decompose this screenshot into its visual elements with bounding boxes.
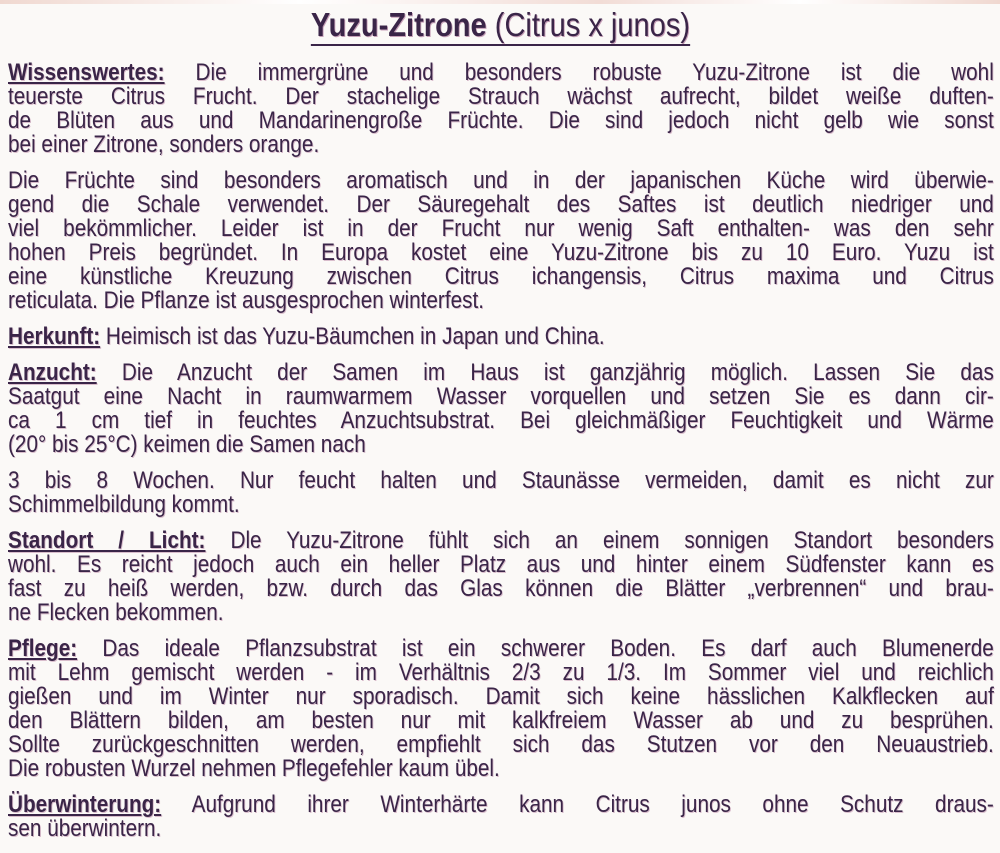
line-text: reticulata. Die Pflanze ist ausgesprochen winterfest. — [8, 287, 485, 314]
text-line — [8, 325, 994, 349]
text-line — [8, 601, 994, 625]
paragraph — [8, 361, 994, 457]
section-heading: Herkunft: — [8, 323, 101, 350]
section-heading: Pflege: — [8, 635, 78, 662]
text-line — [8, 193, 994, 217]
text-line — [8, 361, 994, 385]
line-text: Die Früchte sind besonders aromatisch und in der japanischen Küche wird überwie- — [8, 167, 994, 194]
text-line — [8, 553, 994, 577]
line-text: Sollte zurückgeschnitten werden, empfiehlt sich das Stutzen vor den Neuaustrieb. — [8, 731, 994, 758]
line-text: gießen und im Winter nur sporadisch. Damit sich keine hässlichen Kalkflecken auf — [8, 683, 994, 710]
document-body — [8, 61, 994, 853]
text-line — [8, 85, 994, 109]
text-line — [8, 109, 994, 133]
text-line — [8, 817, 994, 841]
paragraph — [8, 637, 994, 781]
text-line — [8, 61, 994, 85]
line-text: ca 1 cm tief in feuchtes Anzuchtsubstrat. Bei gleichmäßiger Feuchtigkeit und Wärme — [8, 407, 994, 434]
text-line — [8, 433, 994, 457]
text-line — [8, 529, 994, 553]
line-text: Das ideale Pflanzsubstrat ist ein schwerer Boden. Es darf auch Blumenerde — [77, 635, 994, 662]
text-line — [8, 469, 994, 493]
paragraph — [8, 469, 994, 517]
text-line — [8, 637, 994, 661]
line-text: Aufgrund ihrer Winterhärte kann Citrus junos ohne Schutz draus- — [161, 791, 994, 818]
line-text: eine künstliche Kreuzung zwischen Citrus ichangensis, Citrus maxima und Citrus — [8, 263, 994, 290]
line-text: Saatgut eine Nacht in raumwarmem Wasser vorquellen und setzen Sie es dann cir- — [8, 383, 994, 410]
line-text: (20° bis 25°C) keimen die Samen nach — [8, 431, 366, 458]
line-text: Dle Yuzu-Zitrone fühlt sich an einem sonnigen Standort besonders — [205, 527, 994, 554]
line-text: hohen Preis begründet. In Europa kostet eine Yuzu-Zitrone bis zu 10 Euro. Yuzu ist — [8, 239, 994, 266]
text-line — [8, 133, 994, 157]
text-line — [8, 265, 994, 289]
line-text: bei einer Zitrone, sonders orange. — [8, 131, 320, 158]
scan-edge — [0, 0, 1000, 4]
paragraph — [8, 793, 994, 841]
line-text: mit Lehm gemischt werden - im Verhältnis 2/3 zu 1/3. Im Sommer viel und reichlich — [8, 659, 994, 686]
line-text: sen überwintern. — [8, 815, 162, 842]
paragraph — [8, 61, 994, 157]
line-text: Die robusten Wurzel nehmen Pflegefehler kaum übel. — [8, 755, 500, 782]
text-line — [8, 493, 994, 517]
section-heading: Überwinterung: — [8, 791, 162, 818]
section-heading: Wissenswertes: — [8, 59, 165, 86]
text-line — [8, 385, 994, 409]
title-latin: (Citrus x junos) — [494, 6, 690, 43]
paragraph — [8, 169, 994, 313]
paragraph — [8, 529, 994, 625]
line-text: 3 bis 8 Wochen. Nur feucht halten und Staunässe vermeiden, damit es nicht zur — [8, 467, 994, 494]
text-line — [8, 685, 994, 709]
text-line — [8, 661, 994, 685]
section-heading: Anzucht: — [8, 359, 97, 386]
page-title — [0, 6, 1000, 46]
line-text: viel bekömmlicher. Leider ist in der Frucht nur wenig Saft enthalten- was den sehr — [8, 215, 994, 242]
text-line — [8, 577, 994, 601]
line-text: wohl. Es reicht jedoch auch ein heller Platz aus und hinter einem Südfenster kann es — [8, 551, 994, 578]
text-line — [8, 217, 994, 241]
text-line — [8, 289, 994, 313]
line-text: gend die Schale verwendet. Der Säuregehalt des Saftes ist deutlich niedriger und — [8, 191, 994, 218]
text-line — [8, 793, 994, 817]
text-line — [8, 169, 994, 193]
line-text: den Blättern bilden, am besten nur mit kalkfreiem Wasser ab und zu besprühen. — [8, 707, 994, 734]
line-text: teuerste Citrus Frucht. Der stachelige Strauch wächst aufrecht, bildet weiße duften- — [8, 83, 994, 110]
text-line — [8, 241, 994, 265]
text-line — [8, 733, 994, 757]
line-text: fast zu heiß werden, bzw. durch das Glas können die Blätter „verbrennen“ und brau- — [8, 575, 994, 602]
line-text: Heimisch ist das Yuzu-Bäumchen in Japan und China. — [100, 323, 605, 350]
section-heading: Standort / Licht: — [8, 527, 206, 554]
line-text: de Blüten aus und Mandarinengroße Früchte. Die sind jedoch nicht gelb wie sonst — [8, 107, 994, 134]
text-line — [8, 709, 994, 733]
text-line — [8, 409, 994, 433]
line-text: Schimmelbildung kommt. — [8, 491, 240, 518]
title-main: Yuzu-Zitrone — [310, 6, 487, 43]
paragraph — [8, 325, 994, 349]
line-text: Die immergrüne und besonders robuste Yuzu-Zitrone ist die wohl — [164, 59, 994, 86]
line-text: ne Flecken bekommen. — [8, 599, 224, 626]
text-line — [8, 757, 994, 781]
line-text: Die Anzucht der Samen im Haus ist ganzjährig möglich. Lassen Sie das — [96, 359, 994, 386]
